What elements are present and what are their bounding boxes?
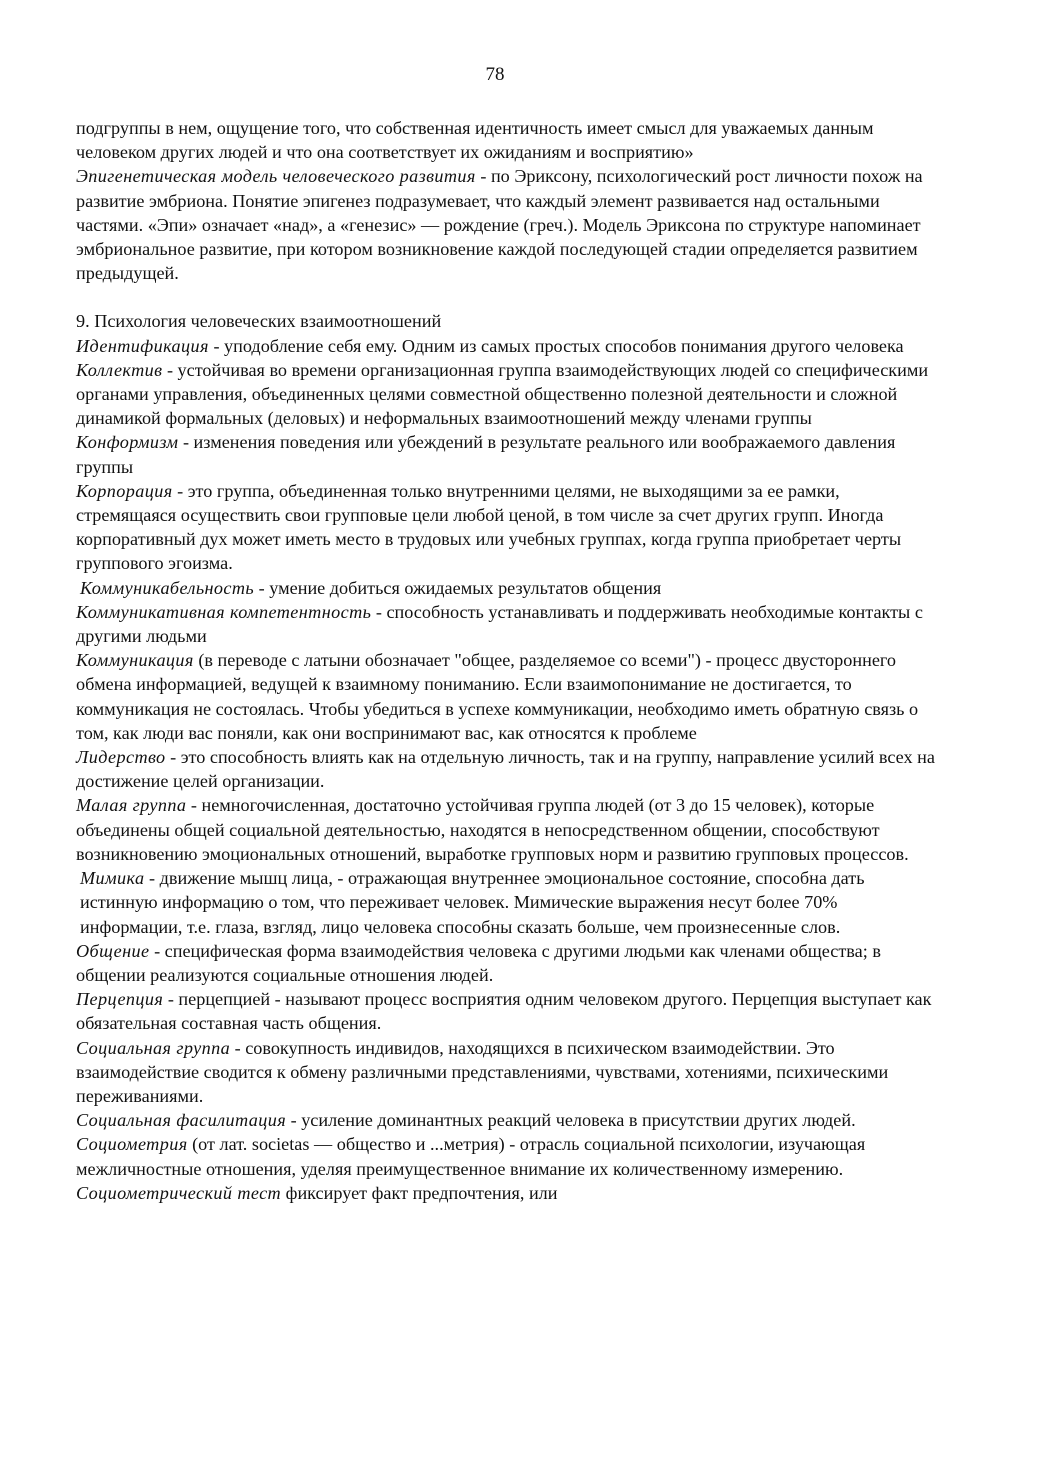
entry-sociometry bbox=[76, 1132, 936, 1205]
page-number: 78 bbox=[485, 64, 505, 85]
intro-paragraph bbox=[76, 116, 936, 164]
entry-conformism bbox=[76, 430, 936, 478]
entry-social-facilitation bbox=[76, 1108, 936, 1132]
entry-text: - специфическая форма взаимодействия человека с другими людьми как членами общества; в общении реализуются социальные отношения людей. bbox=[76, 940, 881, 985]
entry-leadership bbox=[76, 745, 936, 793]
entry-term: Социальная группа bbox=[76, 1037, 231, 1058]
entry-text: - это способность влиять как на отдельную личность, так и на группу, направление усилий всех на достижение целей организации. bbox=[76, 747, 935, 792]
entry-text: (в переводе с латыни обозначает "общее, разделяемое со всеми") - процесс двустороннего обмена информацией, ведущей к взаимному пониманию. Если взаимопонимание не достигается, то коммуникация не состоялась. Чтобы убедиться в успехе коммуникации, необходимо иметь обратную связь о том, как люди вас поняли, как они воспринимают вас, как относятся к проблеме bbox=[76, 650, 919, 743]
entry-corporation bbox=[76, 479, 936, 576]
entry-text: - изменения поведения или убеждений в результате реального или воображаемого давления группы bbox=[76, 432, 896, 477]
entry-term: Лидерство bbox=[76, 747, 166, 768]
epigenetic-paragraph bbox=[76, 164, 936, 285]
entry-collective bbox=[76, 358, 936, 431]
entry-term: Малая группа bbox=[76, 795, 187, 816]
entry-term: Перцепция bbox=[76, 989, 164, 1010]
epigenetic-text: - по Эриксону, психологический рост личности похож на развитие эмбриона. Понятие эпигенез подразумевает, что каждый элемент развивается над остальными частями. «Эпи» означает «над», а «генезис» — рождение (греч.). Модель Эриксона по структуре напоминает эмбриональное развитие, при котором возникновение каждой последующей стадии определяется развитием предыдущей. bbox=[76, 166, 923, 284]
entry-term: Коллектив bbox=[76, 359, 163, 380]
entry-text: - способность устанавливать и поддерживать необходимые контакты с другими людьми bbox=[76, 601, 923, 647]
entry-text: - устойчивая во времени организационная группа взаимодействующих людей со специфическими органами управления, объединенных целями совместной общественно полезной деятельности и сложной динамикой формальных (деловых) и неформальных взаимоотношений между членами группы bbox=[76, 359, 929, 429]
entry-social-group bbox=[76, 1036, 936, 1109]
entry-term: Мимика bbox=[80, 868, 145, 889]
entry-term: Коммуникация bbox=[76, 650, 194, 671]
entry-text-continued: фиксирует факт предпочтения, или bbox=[281, 1182, 558, 1203]
entry-text: - движение мышц лица, - отражающая внутреннее эмоциональное состояние, способна дать истинную информацию о том, что переживает человек. Мимические выражения несут более 70% информации, т.е. глаза, взгляд, лицо человека способны сказать больше, чем произнесенные слов. bbox=[80, 868, 865, 937]
section-heading: 9. Психология человеческих взаимоотношений bbox=[76, 311, 442, 332]
entry-communicative-competence bbox=[76, 600, 936, 648]
intro-text: подгруппы в нем, ощущение того, что собственная идентичность имеет смысл для уважаемых данным человеком других людей и что она соответствует их ожиданиям и восприятию» bbox=[76, 118, 874, 163]
entry-term: Социальная фасилитация bbox=[76, 1110, 287, 1131]
entry-text: - усиление доминантных реакций человека в присутствии других людей. bbox=[286, 1110, 856, 1131]
epigenetic-term: Эпигенетическая модель человеческого развития bbox=[76, 166, 476, 187]
entry-perception bbox=[76, 987, 936, 1035]
entry-identification bbox=[76, 334, 936, 358]
entry-text: - это группа, объединенная только внутренними целями, не выходящими за ее рамки, стремящаяся осуществить свои групповые цели любой ценой, в том числе за счет других групп. Иногда корпоративный дух может иметь место в трудовых или учебных группах, когда группа приобретает черты группового эгоизма. bbox=[76, 480, 902, 574]
entry-term: Коммуникативная компетентность bbox=[76, 601, 372, 622]
entry-term: Конформизм bbox=[76, 432, 179, 453]
entry-text: - совокупность индивидов, находящихся в психическом взаимодействии. Это взаимодействие сводится к обмену различными представлениями, чувствами, хотениями, психическими переживаниями. bbox=[76, 1037, 889, 1106]
entry-term: Социометрия bbox=[76, 1134, 188, 1155]
entry-text: (от лат. societas — общество и ...метрия) - отрасль социальной психологии, изучающая межличностные отношения, уделяя преимущественное внимание их количественному измерению. bbox=[76, 1134, 866, 1179]
entry-term: Общение bbox=[76, 940, 150, 961]
entry-sociability bbox=[76, 576, 936, 600]
spacer bbox=[76, 285, 936, 309]
entry-communication-general bbox=[76, 939, 936, 987]
entry-small-group bbox=[76, 793, 936, 866]
entry-text: - умение добиться ожидаемых результатов общения bbox=[254, 577, 662, 598]
entry-text: - уподобление себя ему. Одним из самых простых способов понимания другого человека bbox=[208, 335, 904, 356]
entry-term: Коммуникабельность bbox=[80, 577, 255, 598]
document-body bbox=[76, 116, 936, 1205]
entry-communication bbox=[76, 648, 936, 745]
entry-term: Идентификация bbox=[76, 335, 209, 356]
entry-text: - немногочисленная, достаточно устойчивая группа людей (от 3 до 15 человек), которые объединены общей социальной деятельностью, находятся в непосредственном общении, способствуют возникновению эмоциональных отношений, выработке групповых норм и развитию групповых процессов. bbox=[76, 795, 909, 864]
entry-term-secondary: Социометрический тест bbox=[76, 1182, 282, 1203]
entry-mimicry bbox=[76, 866, 936, 939]
entry-text: - перцепцией - называют процесс восприятия одним человеком другого. Перцепция выступает как обязательная составная часть общения. bbox=[76, 989, 932, 1034]
entry-term: Корпорация bbox=[76, 480, 173, 501]
